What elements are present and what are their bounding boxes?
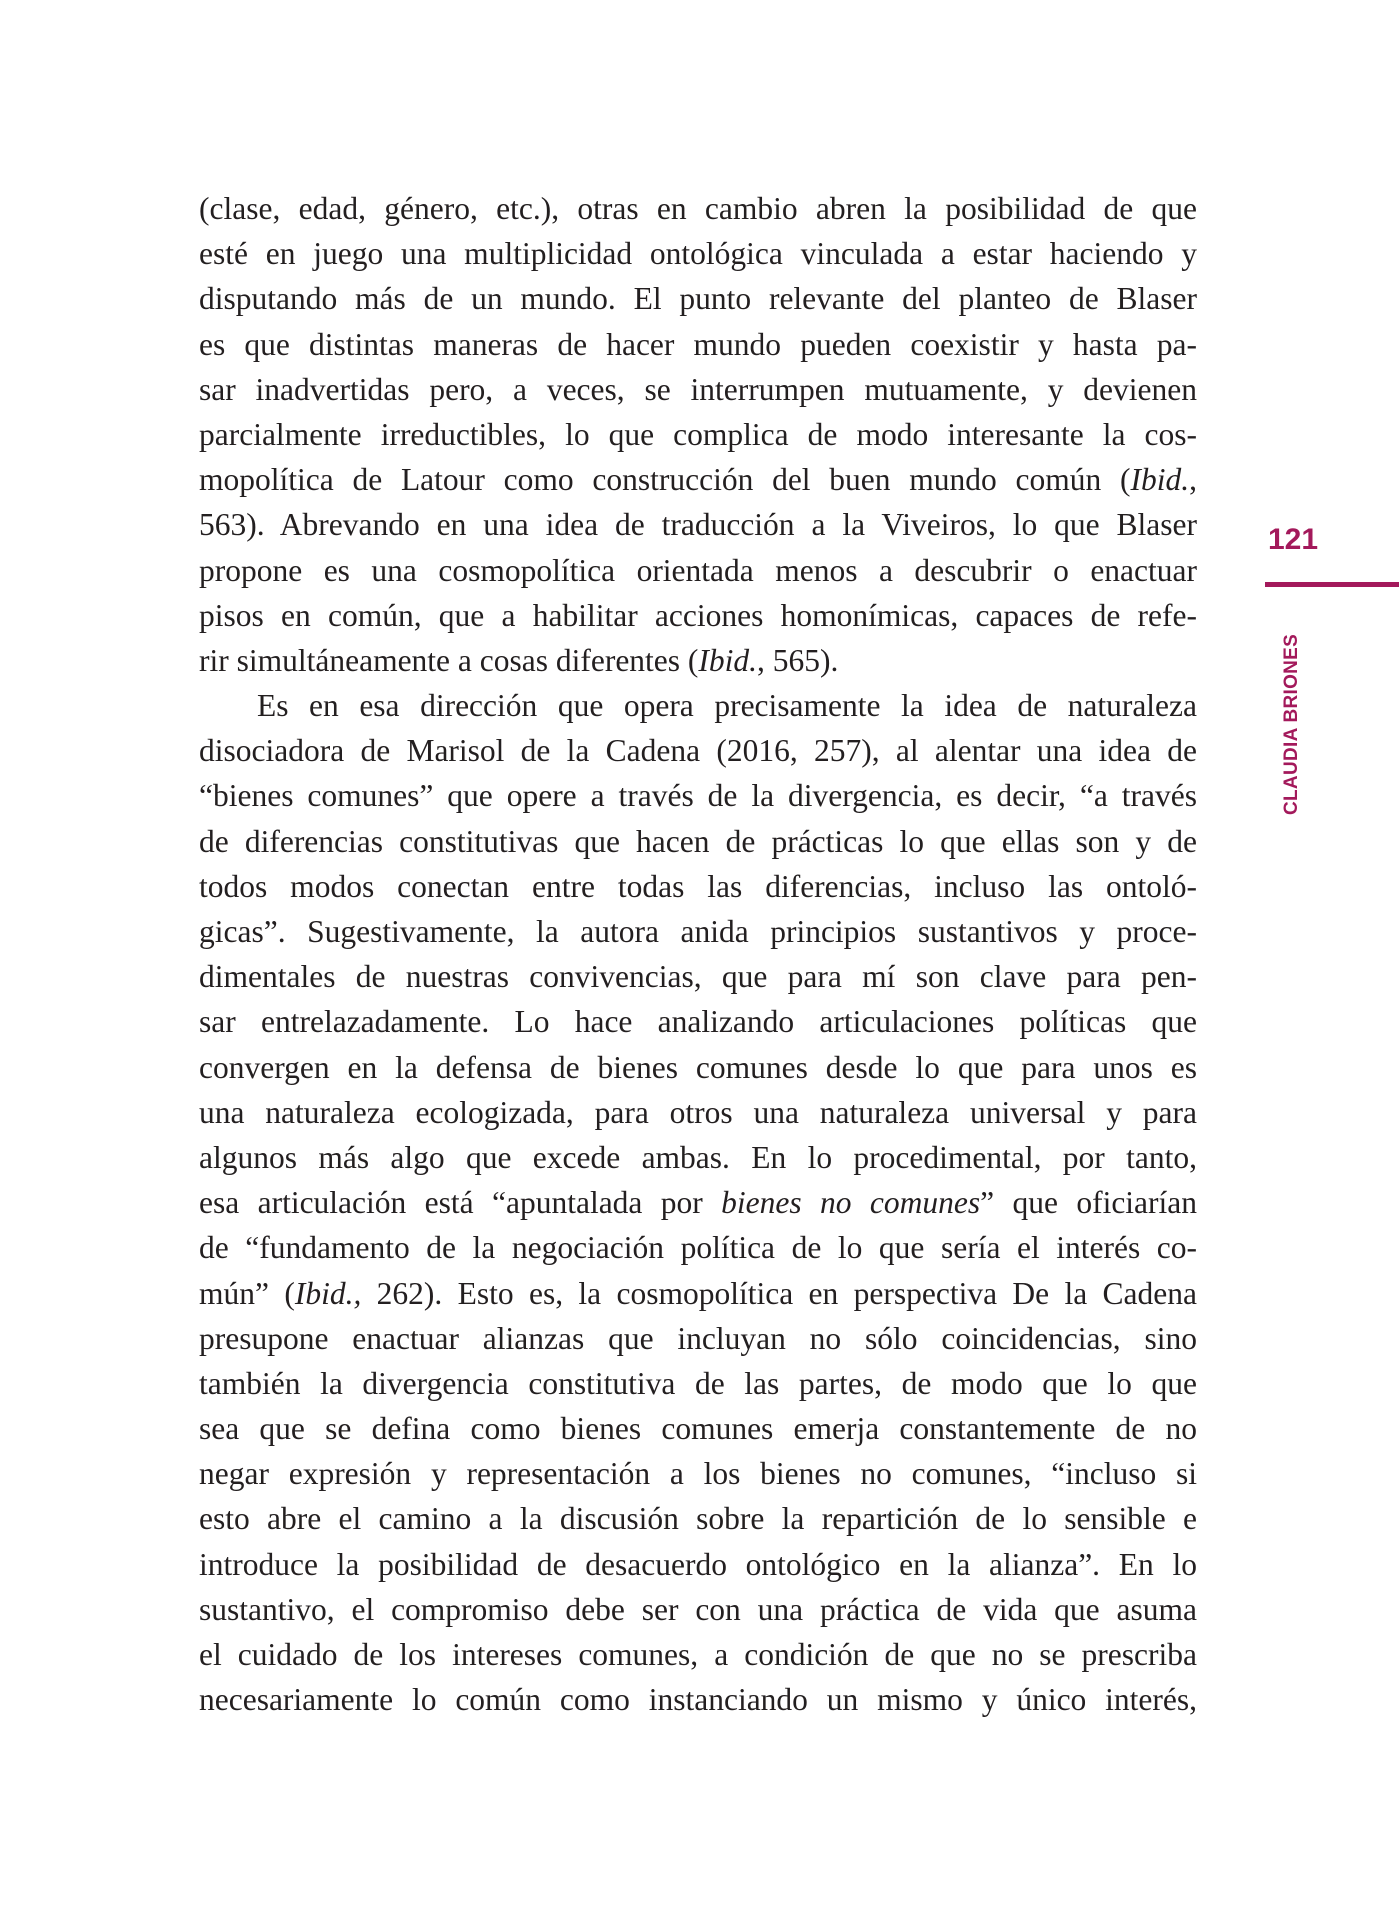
text-line bbox=[199, 548, 1197, 593]
text-line bbox=[199, 1542, 1197, 1587]
text-run: rir simultáneamente a cosas diferentes ( bbox=[199, 642, 699, 678]
text-run: todos modos conectan entre todas las diferencias, incluso las ontoló- bbox=[199, 868, 1197, 904]
text-run: sustantivo, el compromiso debe ser con una práctica de vida que asuma bbox=[199, 1591, 1197, 1627]
text-run: parcialmente irreductibles, lo que complica de modo interesante la cos- bbox=[199, 416, 1197, 452]
text-line bbox=[199, 186, 1197, 231]
text-line bbox=[199, 954, 1197, 999]
text-line bbox=[199, 1135, 1197, 1180]
text-line bbox=[199, 864, 1197, 909]
text-run: negar expresión y representación a los bienes no comunes, “incluso si bbox=[199, 1456, 1197, 1492]
text-line bbox=[199, 457, 1197, 502]
text-run: introduce la posibilidad de desacuerdo ontológico en la alianza”. En lo bbox=[199, 1546, 1197, 1582]
text-run: necesariamente lo común como instanciando un mismo y único interés, bbox=[199, 1682, 1197, 1718]
text-line bbox=[199, 1406, 1197, 1451]
text-line bbox=[199, 819, 1197, 864]
text-line bbox=[199, 1090, 1197, 1135]
text-run: mún” ( bbox=[199, 1275, 295, 1311]
text-run: 262). Esto es, la cosmopolítica en perspectiva De la Cadena bbox=[361, 1275, 1198, 1311]
text-line bbox=[199, 1496, 1197, 1541]
text-run: de diferencias constitutivas que hacen de prácticas lo que ellas son y de bbox=[199, 823, 1197, 859]
text-line bbox=[199, 276, 1197, 321]
text-run: de “fundamento de la negociación política de lo que sería el interés co- bbox=[199, 1230, 1197, 1266]
text-run: esa articulación está “apuntalada por bbox=[199, 1185, 722, 1221]
text-line bbox=[199, 728, 1197, 773]
text-run: dimentales de nuestras convivencias, que para mí son clave para pen- bbox=[199, 959, 1197, 995]
text-run: pisos en común, que a habilitar acciones homonímicas, capaces de refe- bbox=[199, 597, 1197, 633]
text-run: una naturaleza ecologizada, para otros una naturaleza universal y para bbox=[199, 1094, 1197, 1130]
text-line bbox=[199, 999, 1197, 1044]
text-line bbox=[199, 638, 1197, 683]
text-line bbox=[199, 412, 1197, 457]
text-line bbox=[199, 1225, 1197, 1270]
text-line bbox=[199, 322, 1197, 367]
text-run: también la divergencia constitutiva de las partes, de modo que lo que bbox=[199, 1365, 1197, 1401]
text-run: ” que oficiarían bbox=[980, 1185, 1198, 1221]
text-line bbox=[199, 502, 1197, 547]
margin-rule bbox=[1265, 582, 1399, 587]
text-line bbox=[199, 773, 1197, 818]
text-run: sar entrelazadamente. Lo hace analizando articulaciones políticas que bbox=[199, 1004, 1197, 1040]
text-run: Es en esa dirección que opera precisamente la idea de naturaleza bbox=[257, 688, 1197, 724]
text-line bbox=[199, 909, 1197, 954]
text-run: el cuidado de los intereses comunes, a condición de que no se prescriba bbox=[199, 1637, 1197, 1672]
text-run: gicas”. Sugestivamente, la autora anida principios sustantivos y proce- bbox=[199, 914, 1197, 949]
text-line bbox=[199, 1271, 1197, 1316]
text-line bbox=[199, 1677, 1197, 1722]
text-run: mopolítica de Latour como construcción del buen mundo común ( bbox=[199, 462, 1131, 498]
text-line bbox=[199, 231, 1197, 276]
text-line bbox=[199, 593, 1197, 638]
text-line bbox=[199, 683, 1197, 728]
text-run: (clase, edad, género, etc.), otras en cambio abren la posibilidad de que bbox=[199, 191, 1197, 226]
running-author: CLAUDIA BRIONES bbox=[1281, 633, 1302, 815]
text-line bbox=[199, 1316, 1197, 1361]
italic-text: Ibid. bbox=[1130, 462, 1190, 498]
text-line bbox=[199, 367, 1197, 412]
text-run: , 565). bbox=[757, 642, 839, 678]
text-run: algunos más algo que excede ambas. En lo procedimental, por tanto, bbox=[199, 1139, 1197, 1175]
italic-text: Ibid. bbox=[698, 642, 758, 678]
text-line bbox=[199, 1180, 1197, 1225]
italic-text: bienes no comunes bbox=[721, 1185, 981, 1221]
text-run: disociadora de Marisol de la Cadena (2016, 257), al alentar una idea de bbox=[199, 733, 1197, 769]
text-run: “bienes comunes” que opere a través de la divergencia, es decir, “a través bbox=[199, 778, 1197, 814]
text-run: , bbox=[1189, 462, 1197, 498]
text-run: propone es una cosmopolítica orientada menos a descubrir o enactuar bbox=[199, 552, 1197, 588]
text-line bbox=[199, 1632, 1197, 1677]
text-line bbox=[199, 1361, 1197, 1406]
text-run: esté en juego una multiplicidad ontológica vinculada a estar haciendo y bbox=[199, 236, 1197, 272]
text-run: es que distintas maneras de hacer mundo pueden coexistir y hasta pa- bbox=[199, 326, 1197, 362]
text-run: convergen en la defensa de bienes comunes desde lo que para unos es bbox=[199, 1049, 1197, 1085]
page-number: 121 bbox=[1268, 523, 1319, 556]
text-run: 563). Abrevando en una idea de traducción a la Viveiros, lo que Blaser bbox=[199, 507, 1197, 543]
body-text bbox=[199, 186, 1197, 1722]
text-run: disputando más de un mundo. El punto relevante del planteo de Blaser bbox=[199, 281, 1197, 317]
text-line bbox=[199, 1451, 1197, 1496]
text-line bbox=[199, 1045, 1197, 1090]
text-run: esto abre el camino a la discusión sobre la repartición de lo sensible e bbox=[199, 1501, 1197, 1537]
text-run: sar inadvertidas pero, a veces, se interrumpen mutuamente, y devienen bbox=[199, 371, 1197, 407]
text-line bbox=[199, 1587, 1197, 1632]
italic-text: Ibid., bbox=[294, 1275, 362, 1311]
text-run: sea que se defina como bienes comunes emerja constantemente de no bbox=[199, 1411, 1197, 1447]
text-run: presupone enactuar alianzas que incluyan no sólo coincidencias, sino bbox=[199, 1320, 1197, 1356]
